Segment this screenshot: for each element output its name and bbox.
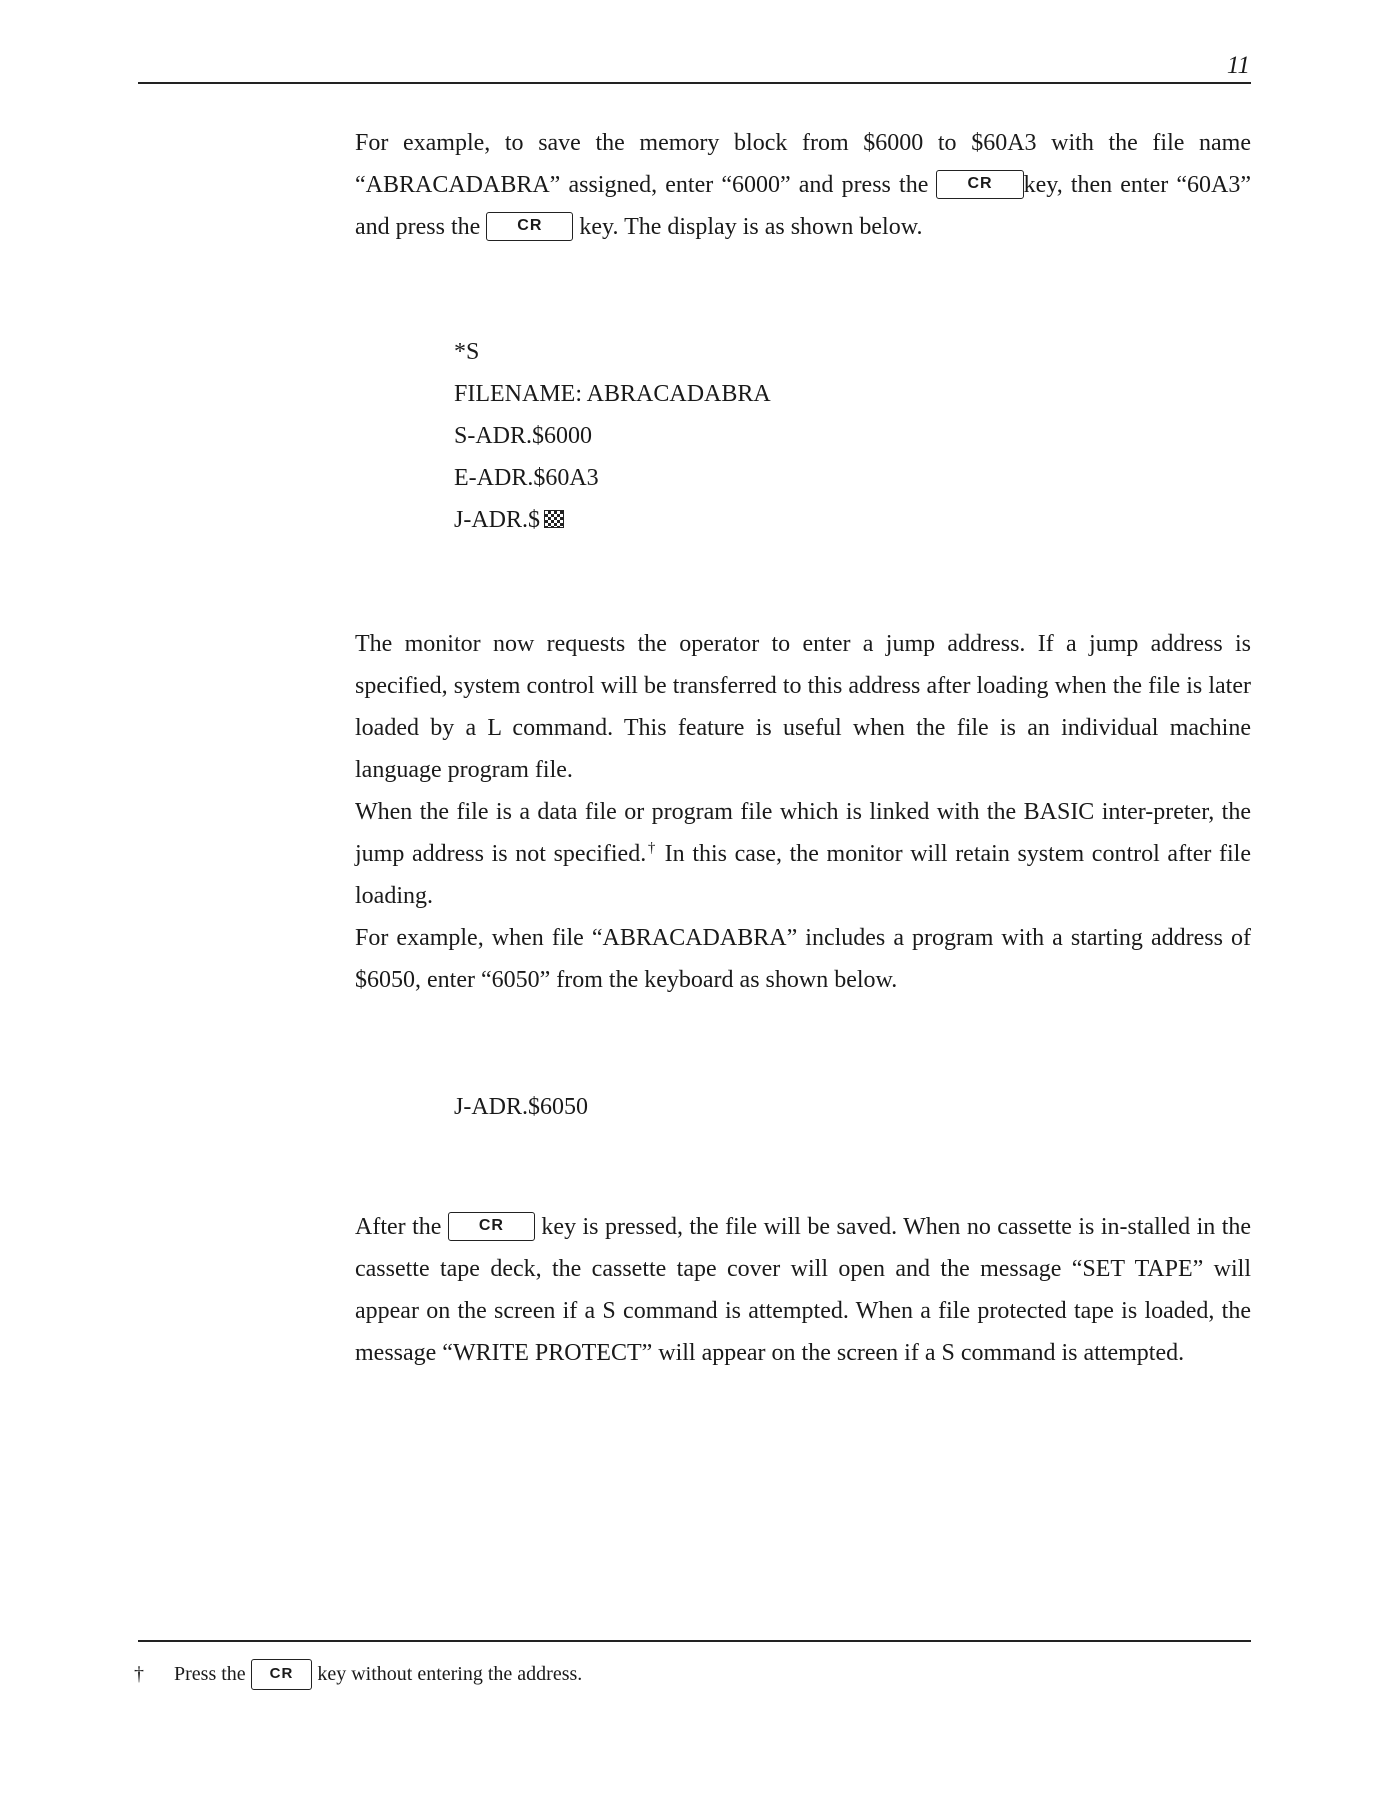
footnote-reference: † <box>646 840 658 856</box>
header-rule <box>138 82 1251 84</box>
page-number: 11 <box>1226 52 1250 79</box>
footnote-rule <box>138 1640 1251 1642</box>
paragraph2-text-b: When the file is a data file or program file which is linked with the BASIC inter-preter, the jump address is not specified. <box>355 799 1251 867</box>
footnote-mark: † <box>134 1663 144 1685</box>
paragraph1-text-b: key, then enter “60A3” and press the <box>355 172 1252 240</box>
paragraph1-text-a: For example, to save the memory block from $6000 to $60A3 with the file name “ABRACADABRA” assigned, enter “6000” and press the <box>355 130 1251 198</box>
paragraph-save-result <box>355 1206 1251 1374</box>
display-line-jump-address <box>454 499 771 541</box>
paragraph1-text-c: key. The display is as shown below. <box>579 214 923 240</box>
display-line-start-address: S-ADR.$6000 <box>454 423 593 449</box>
display-line-jump-example: J-ADR.$6050 <box>454 1094 589 1120</box>
cr-key: CR <box>251 1659 313 1690</box>
jump-address-label: J-ADR.$ <box>454 507 541 533</box>
paragraph2-text-a: The monitor now requests the operator to enter a jump address. If a jump address is specified, system control will be transferred to this address after loading when the file is later loaded by a L command. This feature is useful when the file is an individual machine language program file. <box>355 631 1251 783</box>
footnote <box>134 1657 1234 1691</box>
paragraph-jump-address <box>355 623 1251 1001</box>
paragraph2-text-d: For example, when file “ABRACADABRA” includes a program with a starting address of $6050, enter “6050” from the keyboard as shown below. <box>355 925 1251 993</box>
display-line-end-address: E-ADR.$60A3 <box>454 465 599 491</box>
display-line-command: *S <box>454 339 480 365</box>
cr-key: CR <box>486 212 573 241</box>
monitor-display-block <box>454 331 771 541</box>
footnote-text-b: key without entering the address. <box>317 1663 583 1685</box>
display-line-filename: FILENAME: ABRACADABRA <box>454 381 771 407</box>
footnote-text-a: Press the <box>174 1663 246 1685</box>
paragraph3-text-a: After the <box>355 1214 442 1240</box>
paragraph2-text-c: In this case, the monitor will retain system control after file loading. <box>355 841 1252 909</box>
cr-key: CR <box>936 170 1023 199</box>
paragraph-save-example <box>355 122 1251 248</box>
cr-key: CR <box>448 1212 535 1241</box>
paragraph3-text-b: key is pressed, the file will be saved. When no cassette is in-stalled in the cassette tape deck, the cassette tape cover will open and the message “SET TAPE” will appear on the screen if a S command is attempted. When a file protected tape is loaded, the message “WRITE PROTECT” will appear on the screen if a S command is attempted. <box>355 1214 1252 1366</box>
checkered-cursor-icon <box>544 510 564 528</box>
